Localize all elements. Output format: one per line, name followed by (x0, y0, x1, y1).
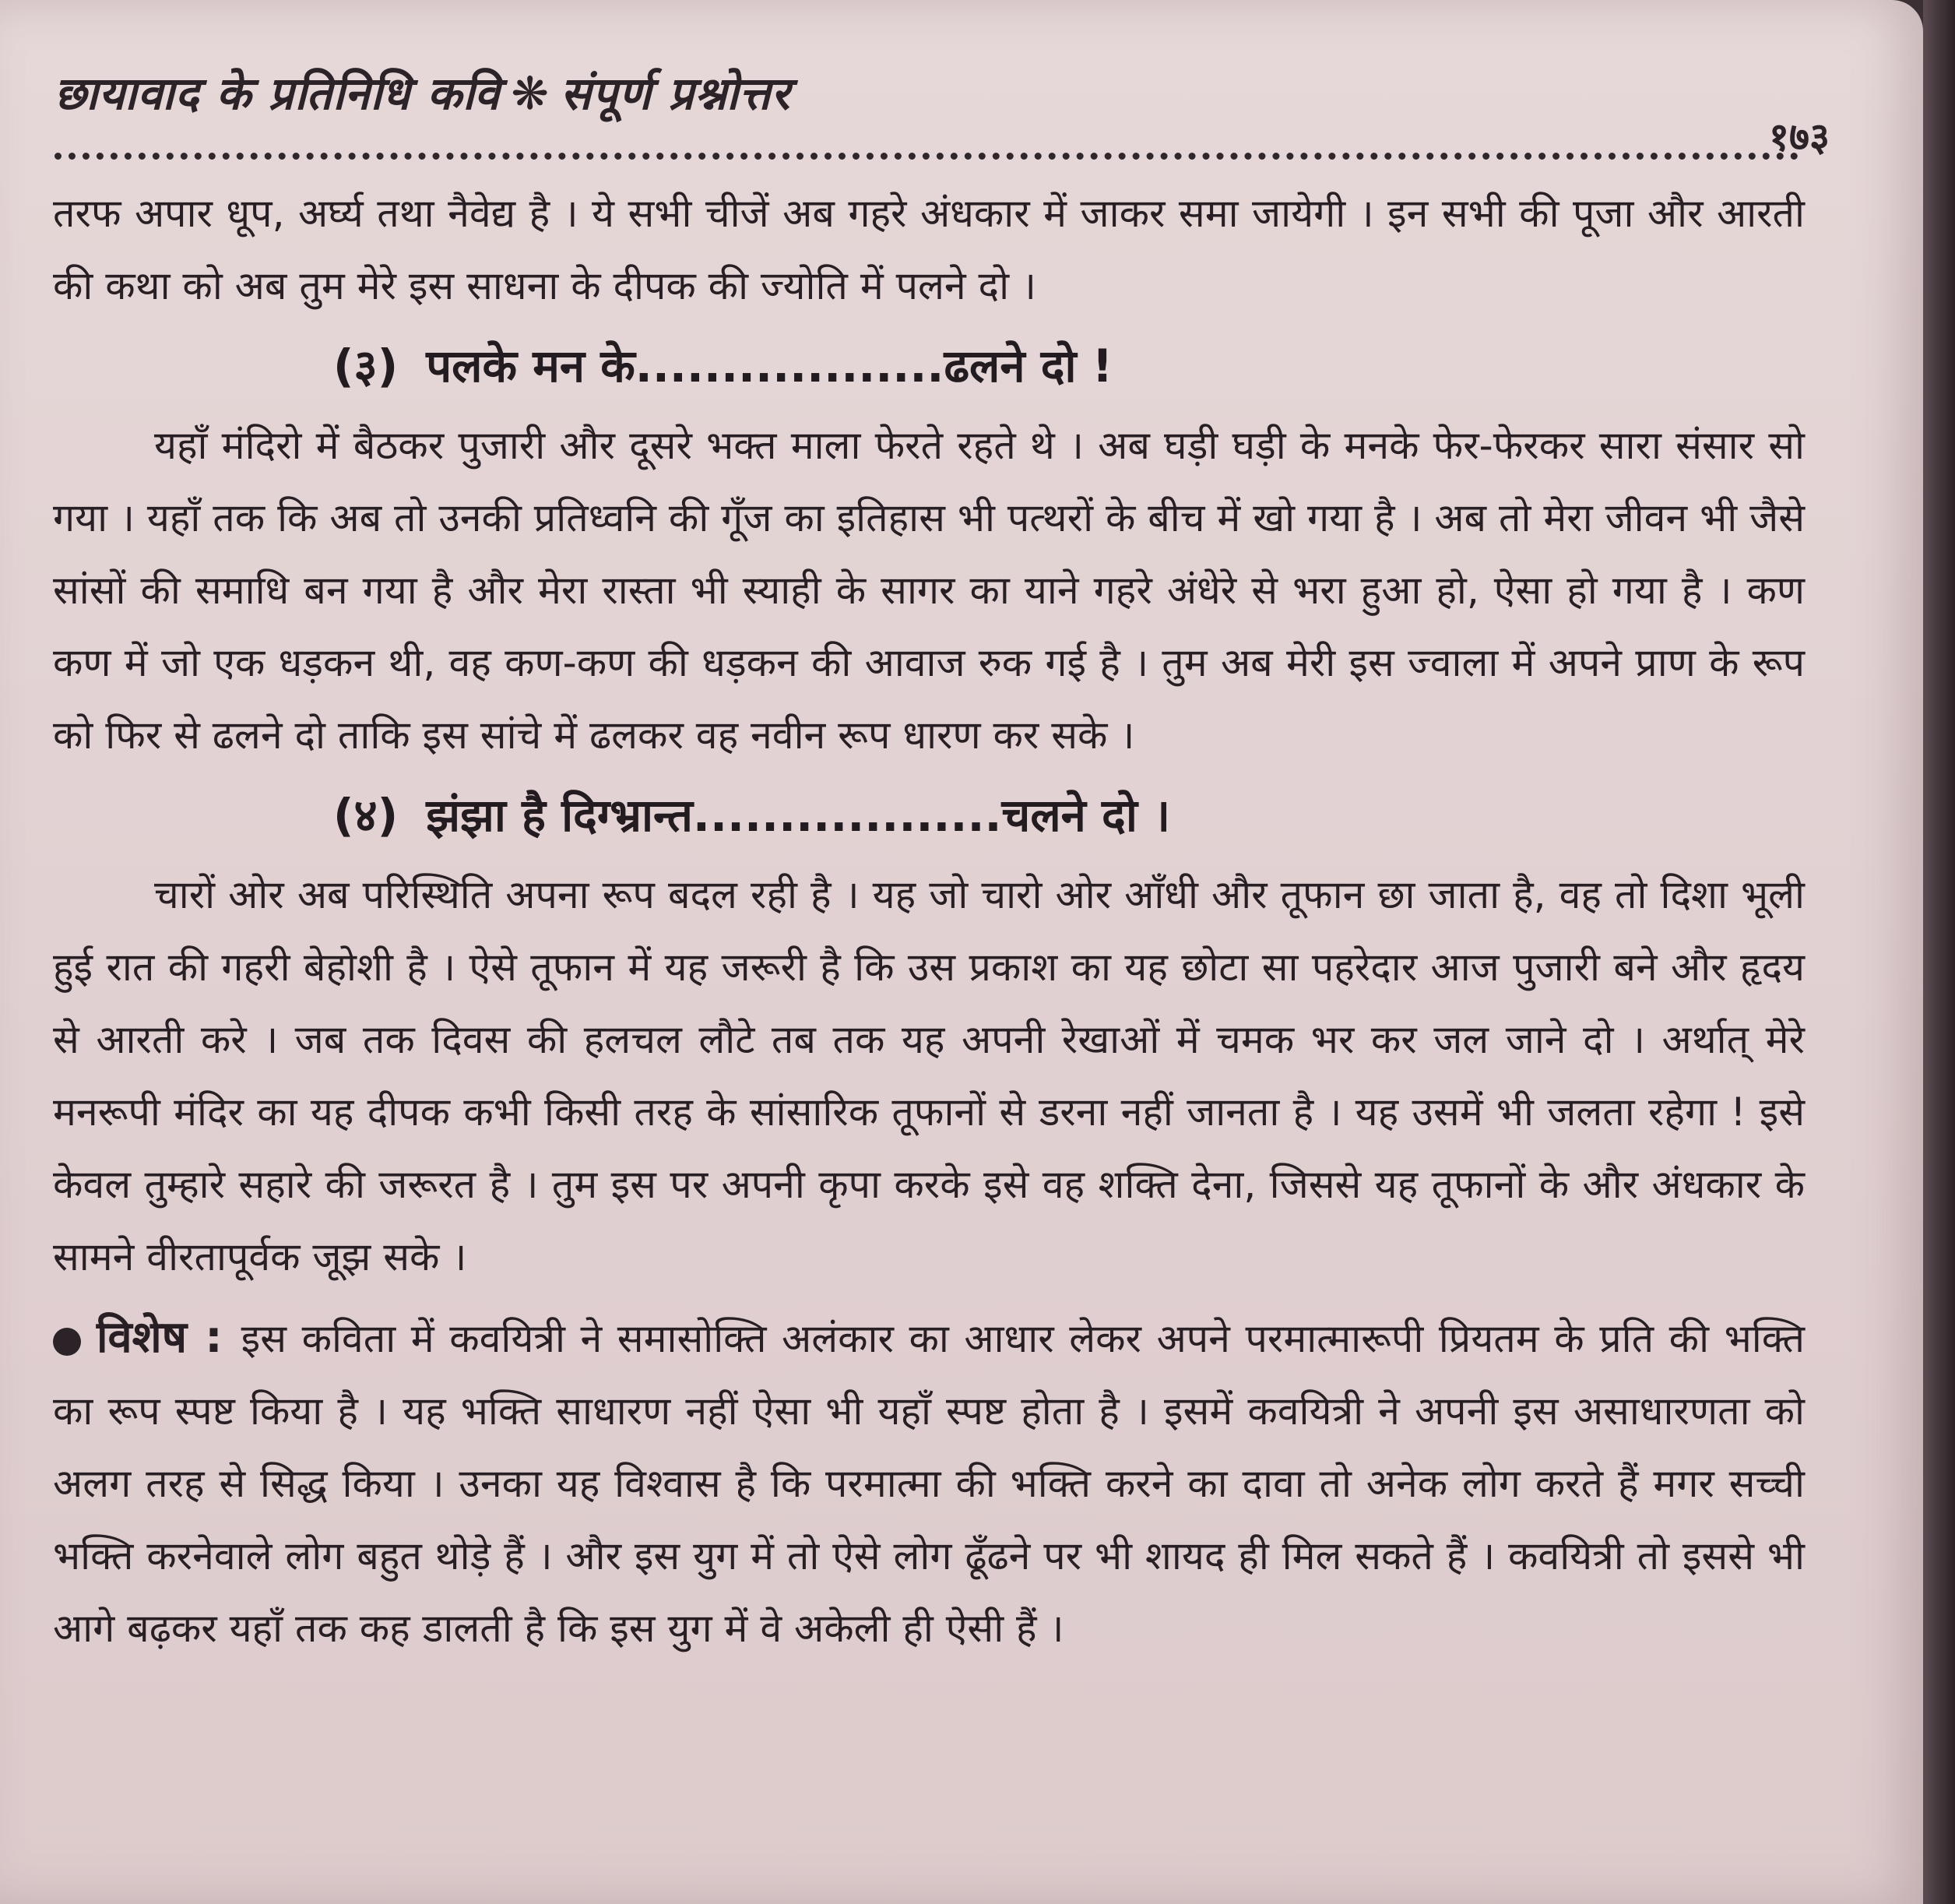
page-edge-shadow (1923, 0, 1955, 1904)
section-number-4: (४) (333, 789, 399, 842)
special-note-text: इस कविता में कवयित्री ने समासोक्ति अलंकार का आधार लेकर अपने परमात्मारूपी प्रियतम के प्रति की भक्ति का रूप स्पष्ट किया है । यह भक्ति साधारण नहीं ऐसा भी यहाँ स्पष्ट होता है । इसमें कवयित्री ने अपनी इस असाधारणता को अलग तरह से सिद्ध किया । उनका यह विश्वास है कि परमात्मा की भक्ति करने का दावा तो अनेक लोग करते हैं मगर सच्ची भक्ति करनेवाले लोग बहुत थोड़े हैं । और इस युग में तो ऐसे लोग ढूँढने पर भी शायद ही मिल सकते हैं । कवयित्री तो इससे भी आगे बढ़कर यहाँ तक कह डालती है कि इस युग में वे अकेली ही ऐसी हैं । (53, 1316, 1805, 1651)
section-title-3: पलके मन के..................ढलने दो ! (426, 340, 1113, 392)
star-ornament-icon: ❋ (511, 67, 550, 120)
running-title-left: छायावाद के प्रतिनिधि कवि (55, 67, 501, 120)
special-note-paragraph (53, 1301, 1805, 1665)
continuation-paragraph: तरफ अपार धूप, अर्घ्य तथा नैवेद्य है । ये सभी चीजें अब गहरे अंधकार में जाकर समा जायेगी । इन सभी की पूजा और आरती की कथा को अब तुम मेरे इस साधना के दीपक की ज्योति में पलने दो । (53, 191, 1805, 308)
dotted-divider (55, 153, 1799, 160)
running-title (55, 61, 790, 122)
section-heading-4 (53, 772, 1805, 859)
flower-bullet-icon (53, 1328, 81, 1356)
page-body (53, 178, 1805, 1665)
section-paragraph-4: चारों ओर अब परिस्थिति अपना रूप बदल रही है । यह जो चारो ओर आँधी और तूफान छा जाता है, वह तो दिशा भूली हुई रात की गहरी बेहोशी है । ऐसे तूफान में यह जरूरी है कि उस प्रकाश का यह छोटा सा पहरेदार आज पुजारी बने और हृदय से आरती करे । जब तक दिवस की हलचल लौटे तब तक यह अपनी रेखाओं में चमक भर कर जल जाने दो । अर्थात् मेरे मनरूपी मंदिर का यह दीपक कभी किसी तरह के सांसारिक तूफानों से डरना नहीं जानता है । यह उसमें भी जलता रहेगा ! इसे केवल तुम्हारे सहारे की जरूरत है । तुम इस पर अपनी कृपा करके इसे वह शक्ति देना, जिससे यह तूफानों के और अंधकार के सामने वीरतापूर्वक जूझ सके । (53, 872, 1805, 1279)
page-number: १७३ (1769, 114, 1830, 160)
special-note-label: विशेष : (97, 1312, 223, 1363)
section-paragraph-3: यहाँ मंदिरो में बैठकर पुजारी और दूसरे भक्त माला फेरते रहते थे । अब घड़ी घड़ी के मनके फेर-फेरकर सारा संसार सो गया । यहाँ तक कि अब तो उनकी प्रतिध्वनि की गूँज का इतिहास भी पत्थरों के बीच में खो गया है । अब तो मेरा जीवन भी जैसे सांसों की समाधि बन गया है और मेरा रास्ता भी स्याही के सागर का याने गहरे अंधेरे से भरा हुआ हो, ऐसा हो गया है । कण कण में जो एक धड़कन थी, वह कण-कण की धड़कन की आवाज रुक गई है । तुम अब मेरी इस ज्वाला में अपने प्राण के रूप को फिर से ढलने दो ताकि इस सांचे में ढलकर वह नवीन रूप धारण कर सके । (53, 423, 1805, 758)
section-number-3: (३) (333, 340, 399, 392)
section-title-4: झंझा है दिग्भ्रान्त..................चलने दो । (426, 789, 1171, 842)
spacer (53, 1293, 1805, 1301)
running-head (55, 47, 1837, 160)
running-title-right: संपूर्ण प्रश्नोत्तर (560, 67, 791, 120)
section-heading-3 (53, 322, 1805, 410)
